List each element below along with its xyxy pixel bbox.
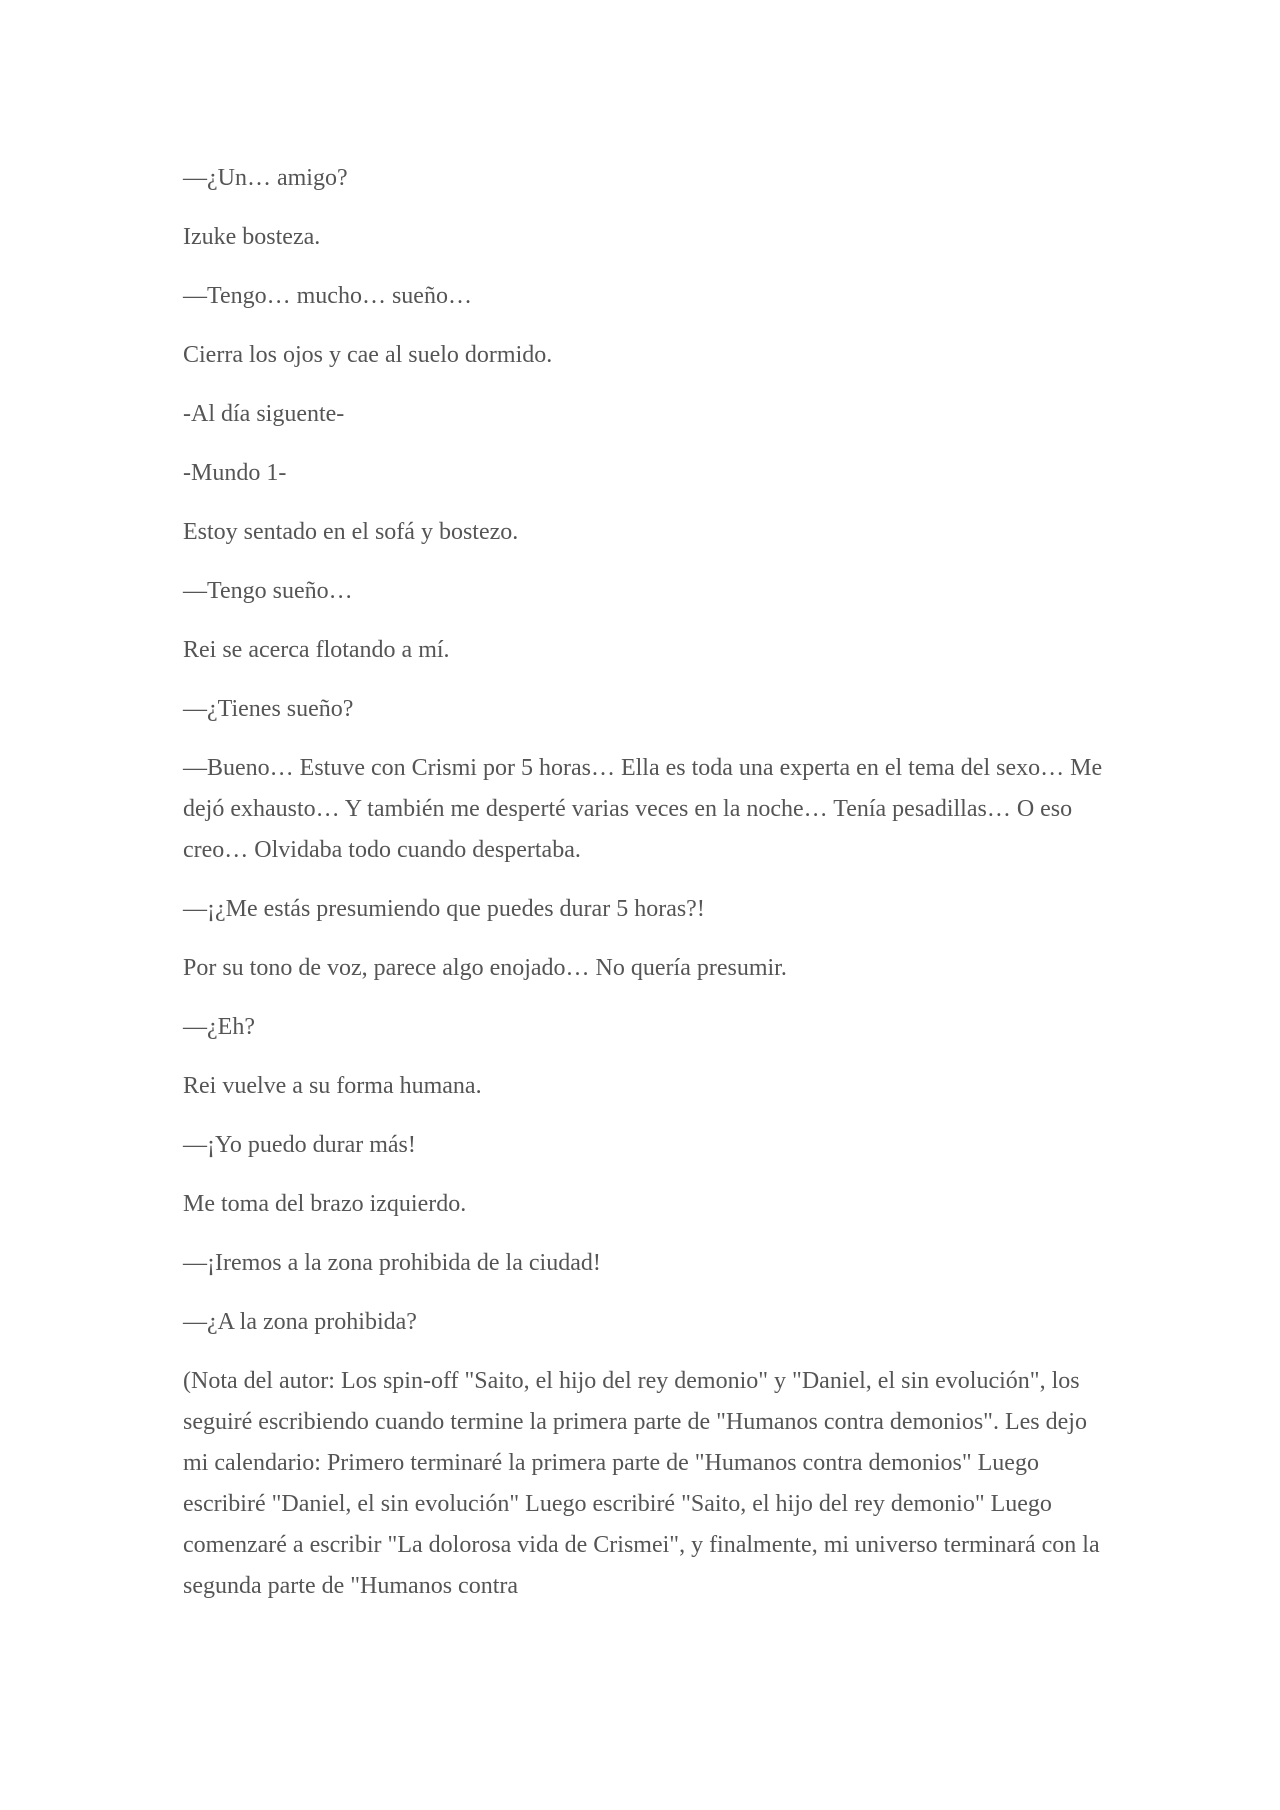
paragraph: -Mundo 1- xyxy=(183,460,287,486)
paragraph: Rei vuelve a su forma humana. xyxy=(183,1073,482,1099)
paragraph: —Tengo sueño… xyxy=(183,578,353,604)
paragraph: —¿Tienes sueño? xyxy=(183,696,354,722)
paragraph: -Al día siguente- xyxy=(183,401,345,427)
paragraph: Me toma del brazo izquierdo. xyxy=(183,1191,467,1217)
paragraph: —Tengo… mucho… sueño… xyxy=(183,283,472,309)
paragraph: Estoy sentado en el sofá y bostezo. xyxy=(183,519,519,545)
paragraph: —Bueno… Estuve con Crismi por 5 horas… Ella es toda una experta en el tema del sexo… Me dejó exhausto… Y también me desperté varias veces en la noche… Tenía pesadillas… O eso creo… Olvidaba todo cuando despertaba. xyxy=(183,755,1103,863)
paragraph: —¿Un… amigo? xyxy=(183,165,348,191)
document-body xyxy=(183,158,1103,1625)
paragraph: —¡Iremos a la zona prohibida de la ciudad! xyxy=(183,1250,601,1276)
paragraph: Rei se acerca flotando a mí. xyxy=(183,637,450,663)
paragraph: —¡Yo puedo durar más! xyxy=(183,1132,416,1158)
paragraph: Cierra los ojos y cae al suelo dormido. xyxy=(183,342,553,368)
paragraph: —¡¿Me estás presumiendo que puedes durar 5 horas?! xyxy=(183,896,705,922)
author-note-paragraph: (Nota del autor: Los spin-off "Saito, el hijo del rey demonio" y "Daniel, el sin evolución", los seguiré escribiendo cuando termine la primera parte de "Humanos contra demonios". Les dejo mi calendario: Primero terminaré la primera parte de "Humanos contra demonios" Luego escribiré "Daniel, el sin evolución" Luego escribiré "Saito, el hijo del rey demonio" Luego comenzaré a escribir "La dolorosa vida de Crismei", y finalmente, mi universo terminará con la segunda parte de "Humanos contra xyxy=(183,1368,1100,1599)
paragraph: —¿Eh? xyxy=(183,1014,255,1040)
paragraph: Izuke bosteza. xyxy=(183,224,321,250)
paragraph: Por su tono de voz, parece algo enojado… No quería presumir. xyxy=(183,955,787,981)
paragraph: —¿A la zona prohibida? xyxy=(183,1309,417,1335)
